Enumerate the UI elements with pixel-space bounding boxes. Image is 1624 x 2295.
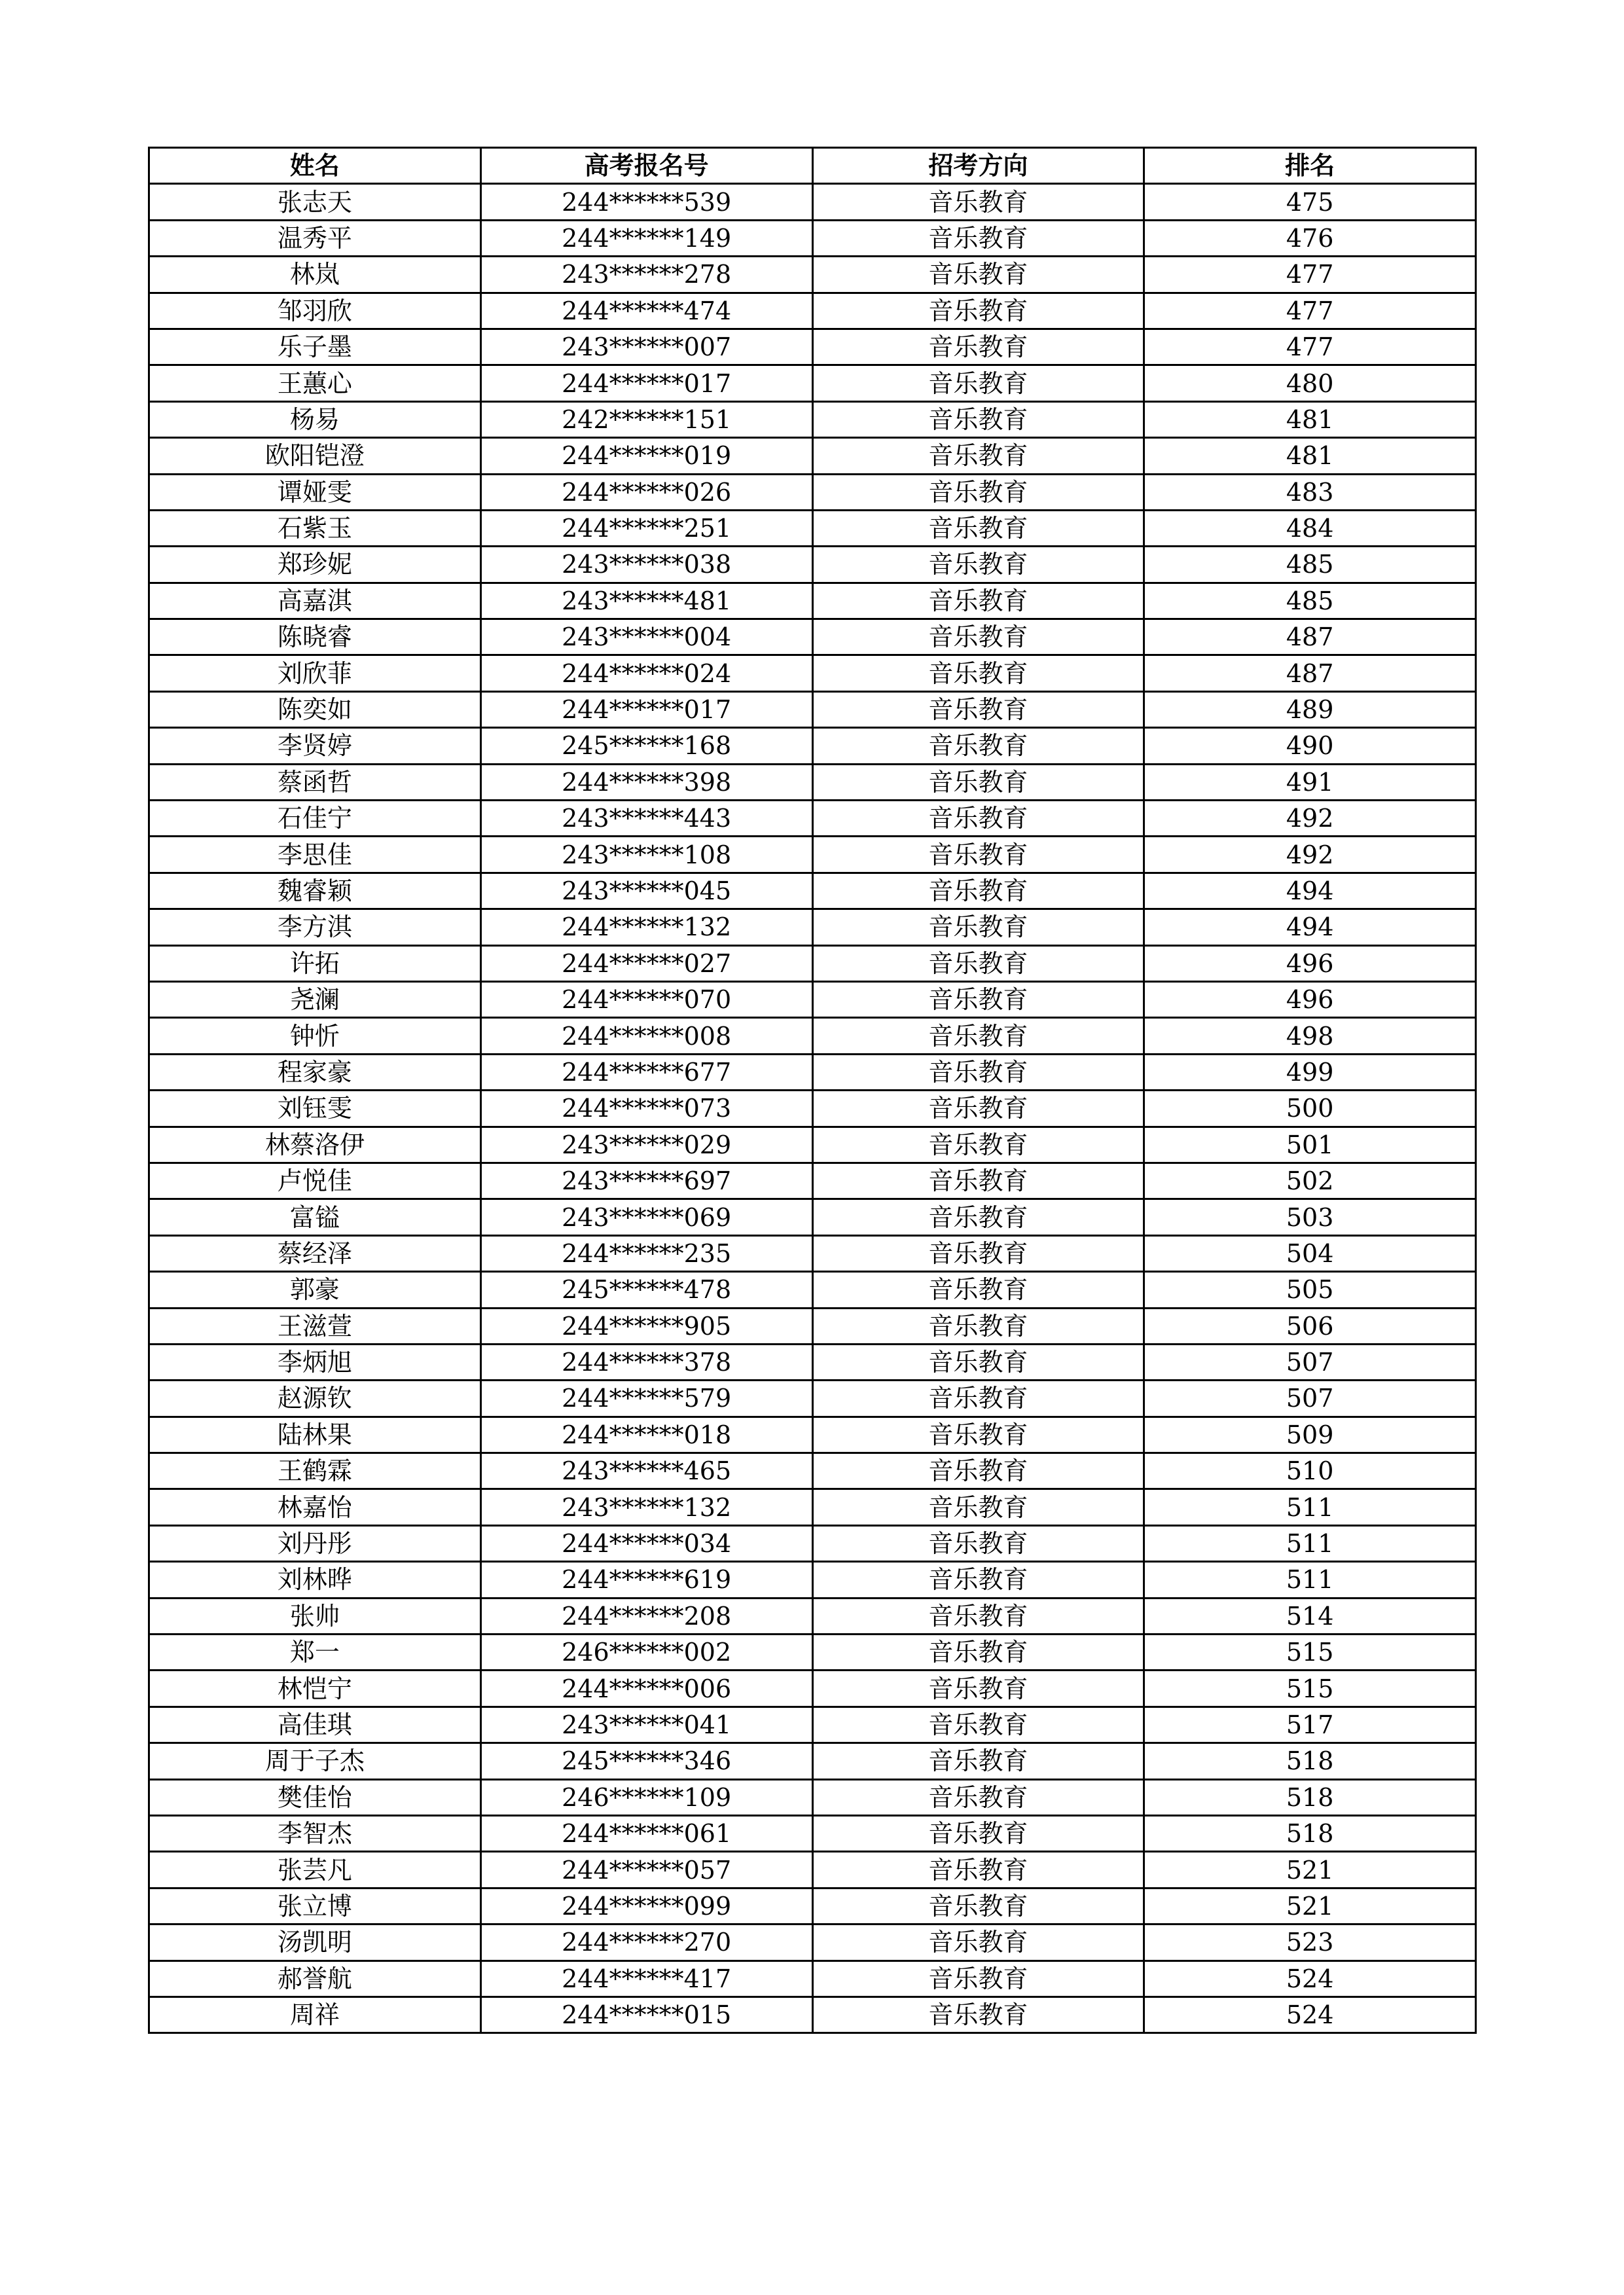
cell-name: 郭豪 [149, 1272, 481, 1308]
cell-rank: 518 [1144, 1779, 1476, 1815]
cell-name: 尧澜 [149, 981, 481, 1017]
cell-direction: 音乐教育 [812, 365, 1144, 401]
cell-exam-id: 244******017 [480, 365, 812, 401]
table-row [149, 401, 1476, 437]
cell-direction: 音乐教育 [812, 401, 1144, 437]
cell-rank: 477 [1144, 329, 1476, 365]
cell-rank: 490 [1144, 728, 1476, 764]
cell-direction: 音乐教育 [812, 1453, 1144, 1489]
cell-name: 张芸凡 [149, 1852, 481, 1888]
cell-direction: 音乐教育 [812, 510, 1144, 546]
cell-direction: 音乐教育 [812, 655, 1144, 691]
table-row [149, 981, 1476, 1017]
cell-exam-id: 244******027 [480, 945, 812, 981]
cell-direction: 音乐教育 [812, 1707, 1144, 1743]
cell-direction: 音乐教育 [812, 1743, 1144, 1779]
cell-rank: 518 [1144, 1815, 1476, 1851]
cell-rank: 494 [1144, 909, 1476, 945]
cell-exam-id: 244******057 [480, 1852, 812, 1888]
cell-rank: 484 [1144, 510, 1476, 546]
table-row [149, 728, 1476, 764]
cell-exam-id: 244******235 [480, 1235, 812, 1271]
cell-exam-id: 244******019 [480, 438, 812, 474]
cell-rank: 492 [1144, 837, 1476, 873]
cell-name: 欧阳铠澄 [149, 438, 481, 474]
cell-direction: 音乐教育 [812, 1635, 1144, 1671]
cell-name: 高嘉淇 [149, 583, 481, 619]
table-row [149, 438, 1476, 474]
cell-name: 卢悦佳 [149, 1163, 481, 1199]
table-row [149, 474, 1476, 510]
table-row [149, 510, 1476, 546]
cell-exam-id: 245******346 [480, 1743, 812, 1779]
cell-exam-id: 243******465 [480, 1453, 812, 1489]
cell-direction: 音乐教育 [812, 728, 1144, 764]
cell-name: 蔡函哲 [149, 764, 481, 800]
cell-rank: 503 [1144, 1199, 1476, 1235]
cell-exam-id: 244******149 [480, 220, 812, 256]
cell-rank: 480 [1144, 365, 1476, 401]
table-row [149, 547, 1476, 583]
cell-exam-id: 243******481 [480, 583, 812, 619]
cell-rank: 524 [1144, 1961, 1476, 1997]
cell-direction: 音乐教育 [812, 909, 1144, 945]
cell-exam-id: 244******034 [480, 1525, 812, 1561]
cell-name: 林蔡洛伊 [149, 1127, 481, 1163]
column-header-direction: 招考方向 [812, 148, 1144, 184]
cell-rank: 475 [1144, 184, 1476, 220]
cell-direction: 音乐教育 [812, 873, 1144, 909]
cell-name: 郑一 [149, 1635, 481, 1671]
cell-exam-id: 245******168 [480, 728, 812, 764]
cell-name: 林岚 [149, 257, 481, 293]
table-row [149, 1598, 1476, 1634]
cell-rank: 521 [1144, 1888, 1476, 1924]
cell-exam-id: 243******132 [480, 1489, 812, 1525]
cell-name: 赵源钦 [149, 1381, 481, 1417]
cell-exam-id: 244******208 [480, 1598, 812, 1634]
cell-exam-id: 244******024 [480, 655, 812, 691]
cell-direction: 音乐教育 [812, 1308, 1144, 1344]
cell-exam-id: 243******007 [480, 329, 812, 365]
cell-name: 周祥 [149, 1997, 481, 2033]
cell-name: 郑珍妮 [149, 547, 481, 583]
cell-exam-id: 243******004 [480, 619, 812, 655]
cell-name: 邹羽欣 [149, 293, 481, 329]
table-row [149, 1997, 1476, 2033]
cell-exam-id: 244******474 [480, 293, 812, 329]
cell-name: 张志天 [149, 184, 481, 220]
cell-exam-id: 244******539 [480, 184, 812, 220]
column-header-exam-id: 高考报名号 [480, 148, 812, 184]
table-row [149, 1852, 1476, 1888]
cell-exam-id: 244******026 [480, 474, 812, 510]
cell-rank: 523 [1144, 1925, 1476, 1961]
cell-rank: 511 [1144, 1489, 1476, 1525]
cell-direction: 音乐教育 [812, 1562, 1144, 1598]
table-row [149, 1199, 1476, 1235]
cell-exam-id: 244******008 [480, 1018, 812, 1054]
cell-exam-id: 246******109 [480, 1779, 812, 1815]
table-row [149, 1235, 1476, 1271]
table-row [149, 1272, 1476, 1308]
cell-rank: 498 [1144, 1018, 1476, 1054]
cell-name: 乐子墨 [149, 329, 481, 365]
table-row [149, 1707, 1476, 1743]
cell-rank: 511 [1144, 1525, 1476, 1561]
table-row [149, 1635, 1476, 1671]
cell-rank: 510 [1144, 1453, 1476, 1489]
cell-direction: 音乐教育 [812, 1235, 1144, 1271]
cell-name: 周于子杰 [149, 1743, 481, 1779]
cell-direction: 音乐教育 [812, 945, 1144, 981]
cell-exam-id: 244******677 [480, 1054, 812, 1090]
cell-exam-id: 244******099 [480, 1888, 812, 1924]
cell-name: 谭娅雯 [149, 474, 481, 510]
table-row [149, 365, 1476, 401]
cell-rank: 511 [1144, 1562, 1476, 1598]
cell-exam-id: 243******045 [480, 873, 812, 909]
cell-name: 李方淇 [149, 909, 481, 945]
table-row [149, 1925, 1476, 1961]
cell-name: 蔡经泽 [149, 1235, 481, 1271]
cell-exam-id: 244******073 [480, 1091, 812, 1127]
table-header-row [149, 148, 1476, 184]
cell-exam-id: 244******378 [480, 1344, 812, 1380]
cell-name: 王鹤霖 [149, 1453, 481, 1489]
table-row [149, 1961, 1476, 1997]
cell-rank: 521 [1144, 1852, 1476, 1888]
table-row [149, 1779, 1476, 1815]
cell-name: 温秀平 [149, 220, 481, 256]
cell-exam-id: 245******478 [480, 1272, 812, 1308]
table-row [149, 1888, 1476, 1924]
cell-direction: 音乐教育 [812, 1489, 1144, 1525]
cell-direction: 音乐教育 [812, 1598, 1144, 1634]
cell-rank: 515 [1144, 1671, 1476, 1707]
table-row [149, 293, 1476, 329]
cell-direction: 音乐教育 [812, 1127, 1144, 1163]
cell-direction: 音乐教育 [812, 547, 1144, 583]
cell-name: 汤凯明 [149, 1925, 481, 1961]
table-row [149, 1163, 1476, 1199]
cell-direction: 音乐教育 [812, 1199, 1144, 1235]
cell-name: 高佳琪 [149, 1707, 481, 1743]
table-row [149, 1453, 1476, 1489]
cell-name: 李炳旭 [149, 1344, 481, 1380]
cell-direction: 音乐教育 [812, 1671, 1144, 1707]
cell-rank: 504 [1144, 1235, 1476, 1271]
cell-rank: 514 [1144, 1598, 1476, 1634]
cell-direction: 音乐教育 [812, 1815, 1144, 1851]
cell-name: 富镒 [149, 1199, 481, 1235]
cell-direction: 音乐教育 [812, 474, 1144, 510]
cell-name: 李思佳 [149, 837, 481, 873]
cell-exam-id: 246******002 [480, 1635, 812, 1671]
table-row [149, 1671, 1476, 1707]
cell-name: 魏睿颖 [149, 873, 481, 909]
cell-direction: 音乐教育 [812, 981, 1144, 1017]
table-row [149, 329, 1476, 365]
cell-rank: 485 [1144, 583, 1476, 619]
cell-exam-id: 244******905 [480, 1308, 812, 1344]
table-row [149, 909, 1476, 945]
cell-rank: 496 [1144, 981, 1476, 1017]
cell-name: 石紫玉 [149, 510, 481, 546]
cell-name: 许拓 [149, 945, 481, 981]
cell-rank: 492 [1144, 801, 1476, 837]
cell-direction: 音乐教育 [812, 1381, 1144, 1417]
cell-direction: 音乐教育 [812, 1054, 1144, 1090]
cell-rank: 496 [1144, 945, 1476, 981]
cell-exam-id: 244******398 [480, 764, 812, 800]
table-row [149, 1344, 1476, 1380]
cell-direction: 音乐教育 [812, 1272, 1144, 1308]
cell-direction: 音乐教育 [812, 1925, 1144, 1961]
table-row [149, 220, 1476, 256]
cell-name: 刘欣菲 [149, 655, 481, 691]
cell-exam-id: 244******015 [480, 1997, 812, 2033]
cell-direction: 音乐教育 [812, 293, 1144, 329]
cell-direction: 音乐教育 [812, 1018, 1144, 1054]
cell-direction: 音乐教育 [812, 764, 1144, 800]
table-row [149, 655, 1476, 691]
cell-direction: 音乐教育 [812, 619, 1144, 655]
table-row [149, 1489, 1476, 1525]
cell-rank: 505 [1144, 1272, 1476, 1308]
cell-direction: 音乐教育 [812, 1525, 1144, 1561]
cell-name: 钟忻 [149, 1018, 481, 1054]
cell-exam-id: 243******069 [480, 1199, 812, 1235]
table-row [149, 1815, 1476, 1851]
cell-direction: 音乐教育 [812, 1852, 1144, 1888]
cell-name: 杨易 [149, 401, 481, 437]
cell-exam-id: 243******038 [480, 547, 812, 583]
cell-name: 张帅 [149, 1598, 481, 1634]
cell-name: 林恺宁 [149, 1671, 481, 1707]
cell-exam-id: 243******041 [480, 1707, 812, 1743]
cell-exam-id: 244******017 [480, 691, 812, 727]
cell-exam-id: 243******443 [480, 801, 812, 837]
cell-direction: 音乐教育 [812, 1344, 1144, 1380]
table-row [149, 1127, 1476, 1163]
table-row [149, 801, 1476, 837]
cell-rank: 477 [1144, 257, 1476, 293]
cell-rank: 502 [1144, 1163, 1476, 1199]
cell-rank: 506 [1144, 1308, 1476, 1344]
cell-rank: 507 [1144, 1344, 1476, 1380]
cell-name: 陈奕如 [149, 691, 481, 727]
cell-exam-id: 243******108 [480, 837, 812, 873]
cell-rank: 476 [1144, 220, 1476, 256]
cell-rank: 477 [1144, 293, 1476, 329]
cell-exam-id: 244******270 [480, 1925, 812, 1961]
table-row [149, 873, 1476, 909]
cell-rank: 518 [1144, 1743, 1476, 1779]
table-row [149, 583, 1476, 619]
cell-exam-id: 243******697 [480, 1163, 812, 1199]
cell-rank: 483 [1144, 474, 1476, 510]
cell-name: 李贤婷 [149, 728, 481, 764]
cell-direction: 音乐教育 [812, 583, 1144, 619]
cell-exam-id: 244******417 [480, 1961, 812, 1997]
cell-exam-id: 242******151 [480, 401, 812, 437]
cell-exam-id: 244******251 [480, 510, 812, 546]
cell-name: 刘丹彤 [149, 1525, 481, 1561]
cell-rank: 499 [1144, 1054, 1476, 1090]
cell-rank: 524 [1144, 1997, 1476, 2033]
table-row [149, 1417, 1476, 1453]
cell-rank: 487 [1144, 619, 1476, 655]
cell-direction: 音乐教育 [812, 1888, 1144, 1924]
cell-exam-id: 244******579 [480, 1381, 812, 1417]
cell-rank: 515 [1144, 1635, 1476, 1671]
cell-exam-id: 244******018 [480, 1417, 812, 1453]
cell-direction: 音乐教育 [812, 837, 1144, 873]
table-row [149, 837, 1476, 873]
column-header-rank: 排名 [1144, 148, 1476, 184]
cell-direction: 音乐教育 [812, 438, 1144, 474]
cell-exam-id: 244******132 [480, 909, 812, 945]
cell-name: 李智杰 [149, 1815, 481, 1851]
cell-direction: 音乐教育 [812, 257, 1144, 293]
cell-rank: 507 [1144, 1381, 1476, 1417]
cell-name: 郝誉航 [149, 1961, 481, 1997]
column-header-name: 姓名 [149, 148, 481, 184]
cell-direction: 音乐教育 [812, 184, 1144, 220]
table-row [149, 1308, 1476, 1344]
table-body [149, 184, 1476, 2033]
cell-rank: 509 [1144, 1417, 1476, 1453]
cell-rank: 491 [1144, 764, 1476, 800]
cell-rank: 517 [1144, 1707, 1476, 1743]
cell-rank: 481 [1144, 438, 1476, 474]
table-row [149, 1054, 1476, 1090]
cell-name: 张立博 [149, 1888, 481, 1924]
cell-name: 刘钰雯 [149, 1091, 481, 1127]
cell-direction: 音乐教育 [812, 1163, 1144, 1199]
cell-name: 刘林晔 [149, 1562, 481, 1598]
cell-rank: 489 [1144, 691, 1476, 727]
cell-rank: 487 [1144, 655, 1476, 691]
table-row [149, 257, 1476, 293]
table-row [149, 1018, 1476, 1054]
cell-name: 陈晓睿 [149, 619, 481, 655]
cell-exam-id: 244******061 [480, 1815, 812, 1851]
cell-direction: 音乐教育 [812, 220, 1144, 256]
cell-direction: 音乐教育 [812, 1417, 1144, 1453]
table-row [149, 184, 1476, 220]
table-row [149, 1562, 1476, 1598]
cell-direction: 音乐教育 [812, 1997, 1144, 2033]
table-row [149, 945, 1476, 981]
cell-direction: 音乐教育 [812, 1961, 1144, 1997]
cell-exam-id: 244******006 [480, 1671, 812, 1707]
cell-name: 樊佳怡 [149, 1779, 481, 1815]
cell-name: 石佳宁 [149, 801, 481, 837]
cell-exam-id: 243******278 [480, 257, 812, 293]
table-row [149, 764, 1476, 800]
cell-exam-id: 243******029 [480, 1127, 812, 1163]
cell-rank: 501 [1144, 1127, 1476, 1163]
cell-direction: 音乐教育 [812, 801, 1144, 837]
table-row [149, 619, 1476, 655]
cell-direction: 音乐教育 [812, 691, 1144, 727]
cell-name: 王蕙心 [149, 365, 481, 401]
cell-exam-id: 244******619 [480, 1562, 812, 1598]
table-row [149, 1743, 1476, 1779]
cell-rank: 500 [1144, 1091, 1476, 1127]
cell-direction: 音乐教育 [812, 1091, 1144, 1127]
cell-exam-id: 244******070 [480, 981, 812, 1017]
cell-rank: 485 [1144, 547, 1476, 583]
cell-name: 林嘉怡 [149, 1489, 481, 1525]
cell-rank: 481 [1144, 401, 1476, 437]
cell-name: 程家豪 [149, 1054, 481, 1090]
table-row [149, 691, 1476, 727]
cell-name: 王滋萱 [149, 1308, 481, 1344]
table-row [149, 1091, 1476, 1127]
cell-direction: 音乐教育 [812, 329, 1144, 365]
cell-rank: 494 [1144, 873, 1476, 909]
cell-name: 陆林果 [149, 1417, 481, 1453]
table-row [149, 1525, 1476, 1561]
admissions-ranking-table [148, 147, 1477, 2034]
cell-direction: 音乐教育 [812, 1779, 1144, 1815]
table-row [149, 1381, 1476, 1417]
